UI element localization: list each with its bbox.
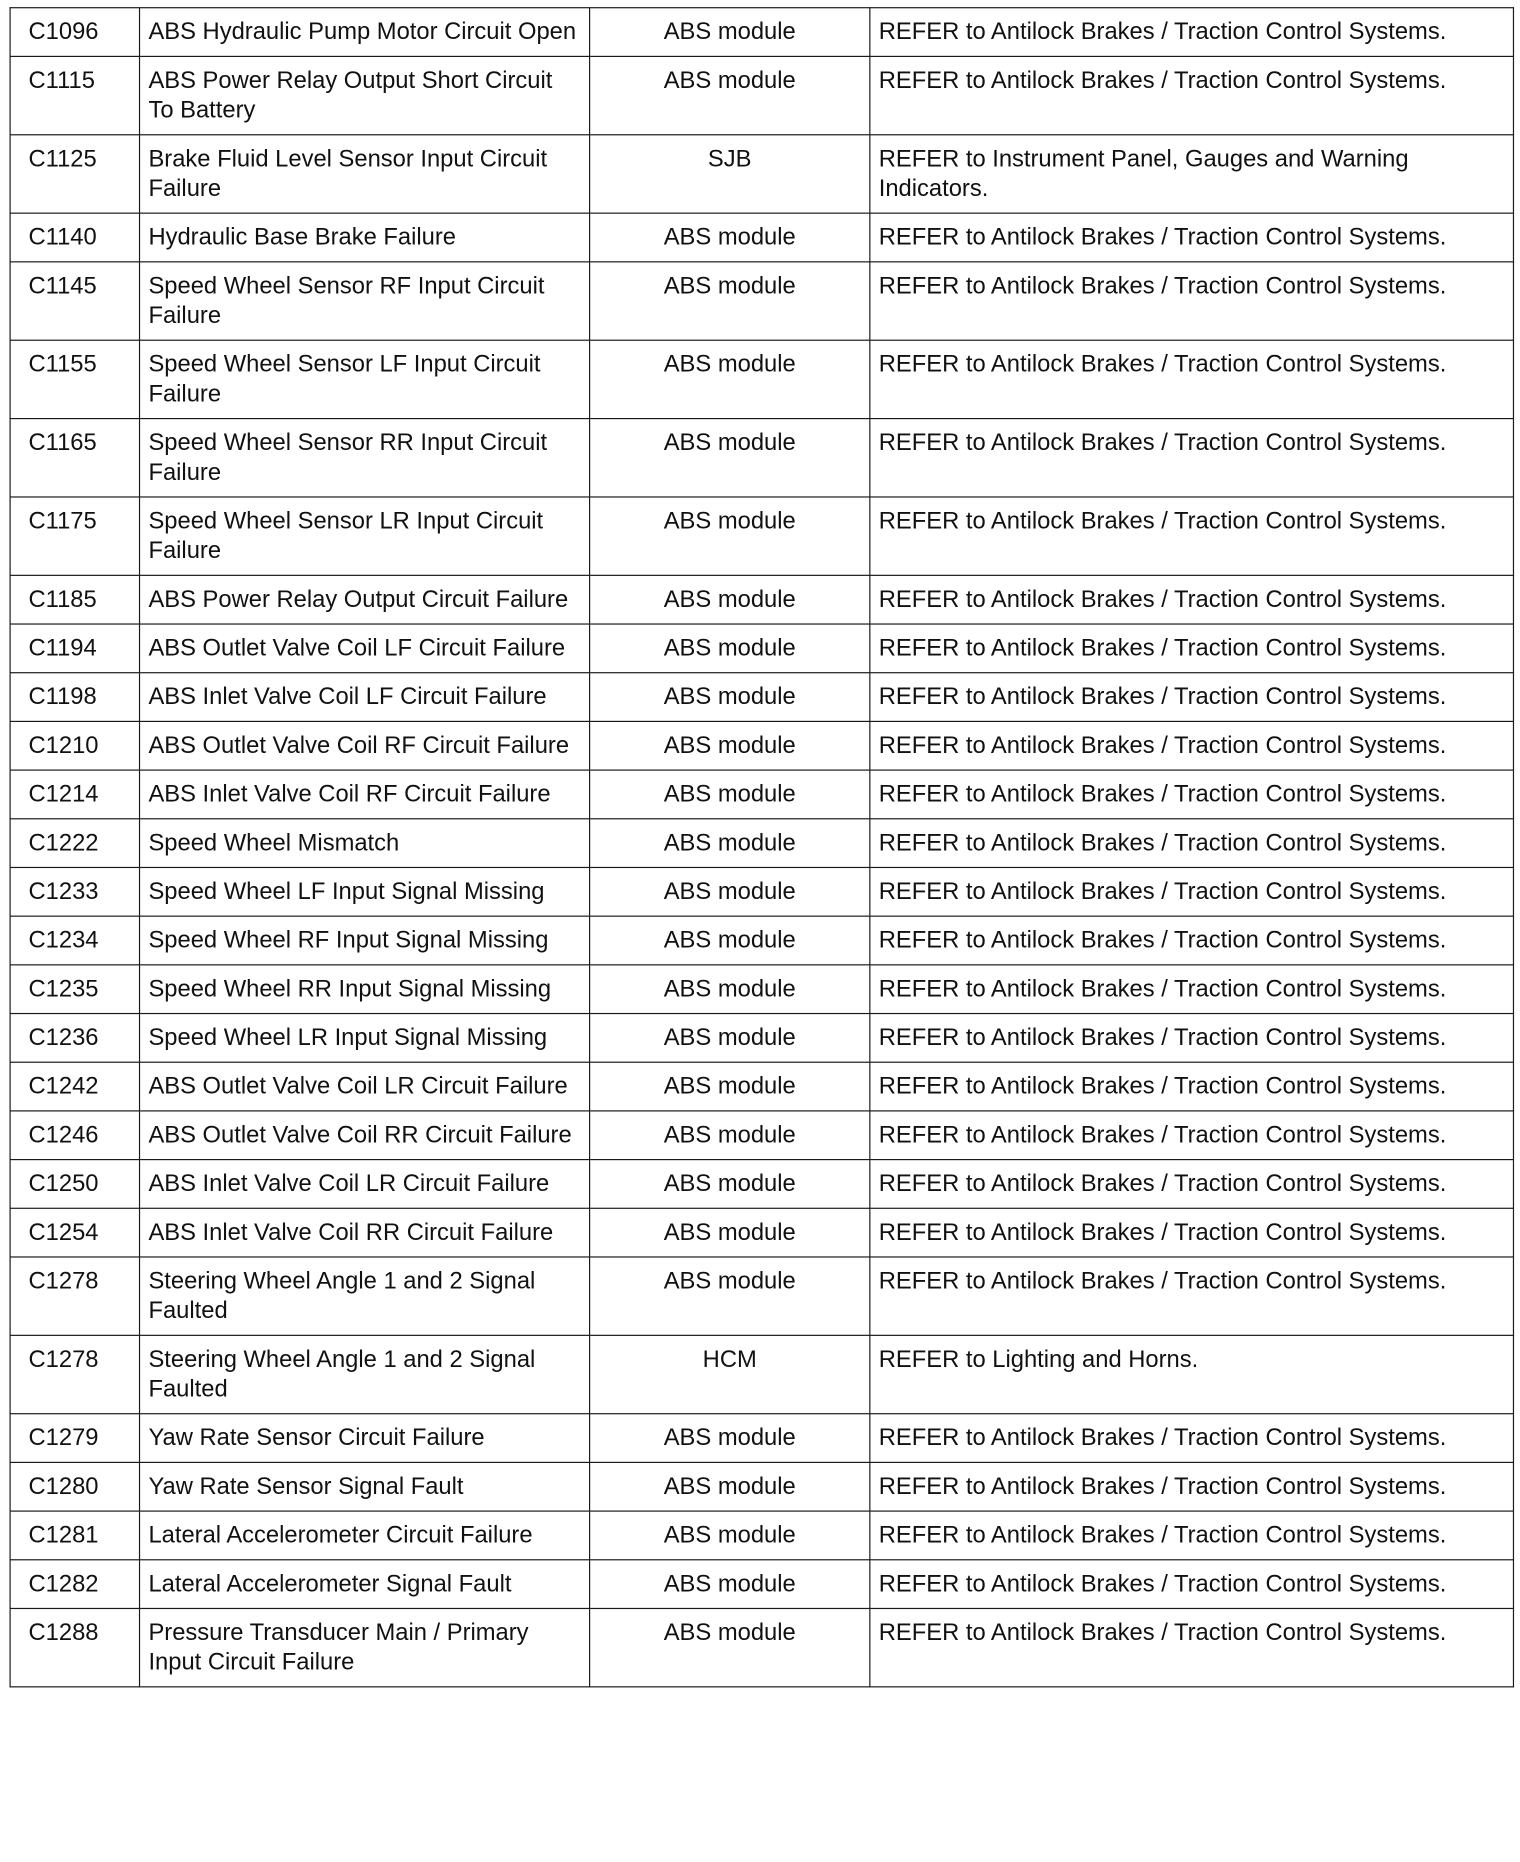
dtc-description-cell: Hydraulic Base Brake Failure: [140, 213, 590, 262]
dtc-code-cell: C1235: [10, 965, 139, 1014]
dtc-module-cell: ABS module: [590, 819, 870, 868]
dtc-description-cell: Speed Wheel Sensor LF Input Circuit Failure: [140, 340, 590, 418]
table-row: [10, 1462, 1513, 1511]
dtc-module-cell: ABS module: [590, 8, 870, 57]
dtc-description-cell: Speed Wheel RF Input Signal Missing: [140, 916, 590, 965]
table-row: [10, 867, 1513, 916]
table-row: [10, 1208, 1513, 1257]
dtc-module-cell: ABS module: [590, 916, 870, 965]
table-row: [10, 262, 1513, 340]
table-row: [10, 673, 1513, 722]
dtc-module-cell: ABS module: [590, 1014, 870, 1063]
dtc-module-cell: ABS module: [590, 673, 870, 722]
dtc-code-cell: C1278: [10, 1257, 139, 1335]
dtc-description-cell: Brake Fluid Level Sensor Input Circuit Failure: [140, 135, 590, 213]
dtc-description-cell: Speed Wheel LF Input Signal Missing: [140, 867, 590, 916]
dtc-action-cell: REFER to Antilock Brakes / Traction Control Systems.: [870, 1462, 1514, 1511]
dtc-code-cell: C1210: [10, 721, 139, 770]
dtc-module-cell: ABS module: [590, 575, 870, 624]
dtc-description-cell: Steering Wheel Angle 1 and 2 Signal Faulted: [140, 1257, 590, 1335]
table-row: [10, 1160, 1513, 1209]
dtc-action-cell: REFER to Antilock Brakes / Traction Control Systems.: [870, 8, 1514, 57]
dtc-action-cell: REFER to Antilock Brakes / Traction Control Systems.: [870, 916, 1514, 965]
dtc-description-cell: ABS Power Relay Output Circuit Failure: [140, 575, 590, 624]
dtc-code-cell: C1242: [10, 1062, 139, 1111]
dtc-code-cell: C1214: [10, 770, 139, 819]
dtc-action-cell: REFER to Antilock Brakes / Traction Control Systems.: [870, 1511, 1514, 1560]
dtc-module-cell: ABS module: [590, 1160, 870, 1209]
table-row: [10, 770, 1513, 819]
dtc-table-body: [10, 8, 1513, 1687]
dtc-action-cell: REFER to Antilock Brakes / Traction Control Systems.: [870, 419, 1514, 497]
dtc-module-cell: ABS module: [590, 1062, 870, 1111]
dtc-code-cell: C1279: [10, 1414, 139, 1463]
dtc-code-cell: C1280: [10, 1462, 139, 1511]
dtc-code-cell: C1185: [10, 575, 139, 624]
dtc-action-cell: REFER to Antilock Brakes / Traction Control Systems.: [870, 1111, 1514, 1160]
dtc-code-cell: C1222: [10, 819, 139, 868]
dtc-action-cell: REFER to Antilock Brakes / Traction Control Systems.: [870, 1062, 1514, 1111]
dtc-action-cell: REFER to Antilock Brakes / Traction Control Systems.: [870, 1208, 1514, 1257]
dtc-action-cell: REFER to Instrument Panel, Gauges and Warning Indicators.: [870, 135, 1514, 213]
dtc-module-cell: SJB: [590, 135, 870, 213]
dtc-code-cell: C1155: [10, 340, 139, 418]
dtc-code-cell: C1236: [10, 1014, 139, 1063]
dtc-code-cell: C1140: [10, 213, 139, 262]
dtc-description-cell: ABS Inlet Valve Coil RR Circuit Failure: [140, 1208, 590, 1257]
table-row: [10, 965, 1513, 1014]
dtc-action-cell: REFER to Antilock Brakes / Traction Control Systems.: [870, 867, 1514, 916]
table-row: [10, 213, 1513, 262]
dtc-action-cell: REFER to Antilock Brakes / Traction Control Systems.: [870, 673, 1514, 722]
dtc-module-cell: ABS module: [590, 770, 870, 819]
dtc-description-cell: Yaw Rate Sensor Signal Fault: [140, 1462, 590, 1511]
dtc-description-cell: ABS Outlet Valve Coil LF Circuit Failure: [140, 624, 590, 673]
table-row: [10, 1414, 1513, 1463]
dtc-code-cell: C1175: [10, 497, 139, 575]
dtc-description-cell: ABS Inlet Valve Coil LF Circuit Failure: [140, 673, 590, 722]
dtc-module-cell: ABS module: [590, 1560, 870, 1609]
dtc-module-cell: ABS module: [590, 624, 870, 673]
dtc-description-cell: ABS Inlet Valve Coil RF Circuit Failure: [140, 770, 590, 819]
dtc-description-cell: Lateral Accelerometer Signal Fault: [140, 1560, 590, 1609]
dtc-module-cell: ABS module: [590, 340, 870, 418]
dtc-action-cell: REFER to Antilock Brakes / Traction Control Systems.: [870, 213, 1514, 262]
table-row: [10, 624, 1513, 673]
table-row: [10, 419, 1513, 497]
dtc-description-cell: Steering Wheel Angle 1 and 2 Signal Faulted: [140, 1335, 590, 1413]
dtc-code-cell: C1234: [10, 916, 139, 965]
dtc-module-cell: ABS module: [590, 965, 870, 1014]
dtc-module-cell: ABS module: [590, 1414, 870, 1463]
table-row: [10, 1608, 1513, 1686]
dtc-module-cell: ABS module: [590, 213, 870, 262]
table-row: [10, 1111, 1513, 1160]
table-row: [10, 1560, 1513, 1609]
dtc-action-cell: REFER to Antilock Brakes / Traction Control Systems.: [870, 340, 1514, 418]
dtc-module-cell: ABS module: [590, 1111, 870, 1160]
dtc-action-cell: REFER to Antilock Brakes / Traction Control Systems.: [870, 1608, 1514, 1686]
dtc-action-cell: REFER to Antilock Brakes / Traction Control Systems.: [870, 1160, 1514, 1209]
dtc-description-cell: Speed Wheel Sensor RR Input Circuit Failure: [140, 419, 590, 497]
dtc-module-cell: ABS module: [590, 1257, 870, 1335]
dtc-module-cell: ABS module: [590, 262, 870, 340]
dtc-code-cell: C1254: [10, 1208, 139, 1257]
dtc-code-cell: C1282: [10, 1560, 139, 1609]
table-row: [10, 1511, 1513, 1560]
table-row: [10, 135, 1513, 213]
dtc-code-cell: C1096: [10, 8, 139, 57]
dtc-code-cell: C1165: [10, 419, 139, 497]
table-row: [10, 819, 1513, 868]
dtc-code-cell: C1115: [10, 56, 139, 134]
dtc-code-cell: C1288: [10, 1608, 139, 1686]
dtc-description-cell: Pressure Transducer Main / Primary Input Circuit Failure: [140, 1608, 590, 1686]
dtc-action-cell: REFER to Antilock Brakes / Traction Control Systems.: [870, 497, 1514, 575]
table-row: [10, 721, 1513, 770]
dtc-action-cell: REFER to Antilock Brakes / Traction Control Systems.: [870, 1560, 1514, 1609]
dtc-module-cell: ABS module: [590, 867, 870, 916]
dtc-code-cell: C1278: [10, 1335, 139, 1413]
table-row: [10, 1335, 1513, 1413]
table-row: [10, 56, 1513, 134]
dtc-code-cell: C1246: [10, 1111, 139, 1160]
dtc-description-cell: ABS Outlet Valve Coil RR Circuit Failure: [140, 1111, 590, 1160]
dtc-action-cell: REFER to Antilock Brakes / Traction Control Systems.: [870, 575, 1514, 624]
table-row: [10, 1062, 1513, 1111]
dtc-description-cell: Speed Wheel RR Input Signal Missing: [140, 965, 590, 1014]
dtc-code-cell: C1281: [10, 1511, 139, 1560]
dtc-module-cell: ABS module: [590, 1511, 870, 1560]
table-row: [10, 575, 1513, 624]
dtc-description-cell: ABS Outlet Valve Coil LR Circuit Failure: [140, 1062, 590, 1111]
dtc-description-cell: Yaw Rate Sensor Circuit Failure: [140, 1414, 590, 1463]
dtc-module-cell: ABS module: [590, 1208, 870, 1257]
table-row: [10, 340, 1513, 418]
dtc-module-cell: ABS module: [590, 497, 870, 575]
table-row: [10, 1257, 1513, 1335]
dtc-code-cell: C1194: [10, 624, 139, 673]
dtc-description-cell: ABS Hydraulic Pump Motor Circuit Open: [140, 8, 590, 57]
dtc-description-cell: Lateral Accelerometer Circuit Failure: [140, 1511, 590, 1560]
dtc-code-cell: C1250: [10, 1160, 139, 1209]
dtc-description-cell: Speed Wheel LR Input Signal Missing: [140, 1014, 590, 1063]
dtc-action-cell: REFER to Antilock Brakes / Traction Control Systems.: [870, 1257, 1514, 1335]
dtc-code-cell: C1198: [10, 673, 139, 722]
dtc-description-cell: Speed Wheel Sensor LR Input Circuit Failure: [140, 497, 590, 575]
dtc-action-cell: REFER to Antilock Brakes / Traction Control Systems.: [870, 624, 1514, 673]
dtc-module-cell: ABS module: [590, 419, 870, 497]
table-row: [10, 916, 1513, 965]
dtc-description-cell: ABS Power Relay Output Short Circuit To Battery: [140, 56, 590, 134]
dtc-action-cell: REFER to Antilock Brakes / Traction Control Systems.: [870, 1414, 1514, 1463]
dtc-description-cell: Speed Wheel Mismatch: [140, 819, 590, 868]
table-row: [10, 497, 1513, 575]
dtc-module-cell: HCM: [590, 1335, 870, 1413]
dtc-description-cell: Speed Wheel Sensor RF Input Circuit Failure: [140, 262, 590, 340]
dtc-description-cell: ABS Outlet Valve Coil RF Circuit Failure: [140, 721, 590, 770]
dtc-module-cell: ABS module: [590, 721, 870, 770]
dtc-module-cell: ABS module: [590, 1608, 870, 1686]
table-row: [10, 8, 1513, 57]
dtc-table: [10, 7, 1515, 1687]
dtc-action-cell: REFER to Antilock Brakes / Traction Control Systems.: [870, 770, 1514, 819]
dtc-code-cell: C1125: [10, 135, 139, 213]
dtc-description-cell: ABS Inlet Valve Coil LR Circuit Failure: [140, 1160, 590, 1209]
dtc-module-cell: ABS module: [590, 1462, 870, 1511]
dtc-code-cell: C1233: [10, 867, 139, 916]
dtc-action-cell: REFER to Antilock Brakes / Traction Control Systems.: [870, 965, 1514, 1014]
dtc-action-cell: REFER to Antilock Brakes / Traction Control Systems.: [870, 262, 1514, 340]
dtc-action-cell: REFER to Lighting and Horns.: [870, 1335, 1514, 1413]
dtc-action-cell: REFER to Antilock Brakes / Traction Control Systems.: [870, 1014, 1514, 1063]
dtc-code-cell: C1145: [10, 262, 139, 340]
table-row: [10, 1014, 1513, 1063]
dtc-action-cell: REFER to Antilock Brakes / Traction Control Systems.: [870, 819, 1514, 868]
dtc-action-cell: REFER to Antilock Brakes / Traction Control Systems.: [870, 721, 1514, 770]
dtc-action-cell: REFER to Antilock Brakes / Traction Control Systems.: [870, 56, 1514, 134]
dtc-module-cell: ABS module: [590, 56, 870, 134]
